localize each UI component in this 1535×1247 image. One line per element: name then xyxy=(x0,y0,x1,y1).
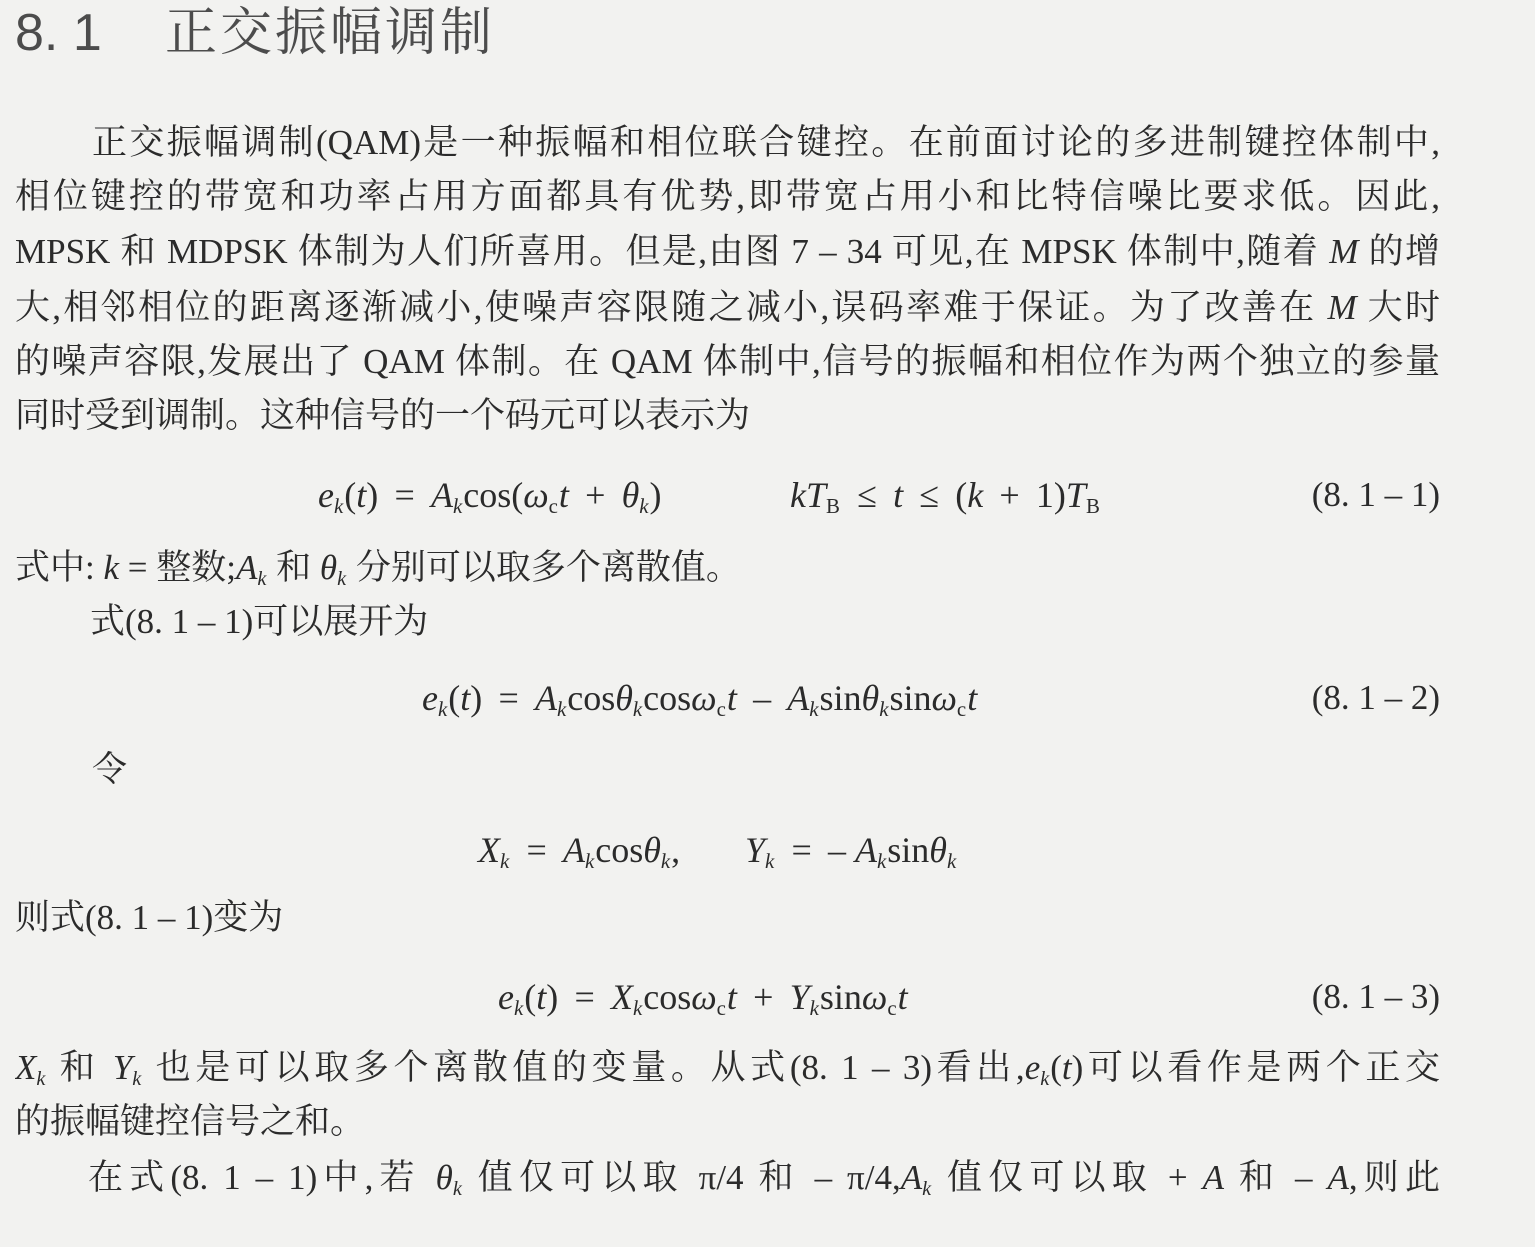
math-operator: = xyxy=(574,977,595,1017)
math-variable: k xyxy=(790,475,806,515)
paragraph-line xyxy=(15,229,1440,275)
equation-y-part xyxy=(745,826,957,874)
math-variable: t xyxy=(460,678,471,718)
math-subscript: k xyxy=(632,697,643,722)
math-operator: + xyxy=(585,475,606,515)
text-run: ( xyxy=(1050,1048,1062,1087)
paragraph-line xyxy=(15,285,1440,331)
section-number: 8. 1 xyxy=(15,4,102,62)
paragraph-line xyxy=(15,339,1440,385)
equation-expression xyxy=(422,674,977,722)
math-subscript: k xyxy=(333,494,344,519)
math-variable: t xyxy=(726,678,737,718)
math-variable: θ xyxy=(435,1158,453,1197)
math-operator: = xyxy=(791,830,812,870)
math-variable: ω xyxy=(523,475,549,515)
text-run: cos xyxy=(595,830,644,870)
math-variable: θ xyxy=(319,548,338,587)
text-run: ,则此 xyxy=(1348,1158,1440,1197)
math-variable: t xyxy=(536,977,547,1017)
math-variable: A xyxy=(430,475,453,515)
paragraph-line xyxy=(15,174,1440,220)
text-run: cos xyxy=(643,678,692,718)
math-subscript: k xyxy=(584,849,595,874)
paragraph-line xyxy=(15,1155,1440,1201)
math-subscript: k xyxy=(1040,1068,1050,1091)
text-run: 和 xyxy=(267,548,320,587)
math-variable: A xyxy=(787,678,810,718)
equation-expression xyxy=(498,973,908,1021)
text-run: ( xyxy=(524,977,537,1017)
text-run: 式中: xyxy=(15,548,104,587)
paragraph-line: 令 xyxy=(92,750,128,789)
text-run: ( xyxy=(955,475,968,515)
text-run: cos xyxy=(567,678,616,718)
math-variable: X xyxy=(610,977,633,1017)
math-variable: e xyxy=(1024,1048,1041,1087)
math-variable: T xyxy=(805,475,827,515)
math-variable: Y xyxy=(745,830,766,870)
math-subscript: k xyxy=(879,697,889,722)
equation-expression xyxy=(318,471,662,519)
text-run: sin xyxy=(819,977,862,1017)
text-run: 和 – xyxy=(1223,1158,1328,1197)
math-variable: ω xyxy=(931,678,957,718)
paragraph-line: 式(8. 1 – 1)可以展开为 xyxy=(90,602,429,641)
math-subscript: k xyxy=(946,849,957,874)
text-run: 大时 xyxy=(1356,288,1440,327)
text-run: 分别可以取多个离散值。 xyxy=(347,548,741,587)
equation-number: (8. 1 – 3) xyxy=(1311,977,1440,1016)
section-heading xyxy=(0,0,1535,66)
math-subscript: k xyxy=(132,1068,142,1091)
math-variable: e xyxy=(498,977,514,1017)
text-run: 值仅可以取 π/4 和 – π/4, xyxy=(462,1158,901,1197)
text-run: , xyxy=(671,830,681,870)
equation-condition xyxy=(790,471,1101,519)
math-operator: ≤ xyxy=(857,475,877,515)
math-variable: A xyxy=(854,830,877,870)
math-subscript: B xyxy=(1085,494,1100,519)
math-subscript: k xyxy=(452,1178,462,1201)
equation-8-1-1 xyxy=(0,471,1535,519)
math-variable: ω xyxy=(861,977,888,1017)
equation-x-part xyxy=(478,826,680,874)
paragraph-line xyxy=(15,545,1440,591)
equation-8-1-3 xyxy=(0,973,1535,1021)
math-subscript: k xyxy=(36,1068,46,1091)
text-run: sin xyxy=(819,678,862,718)
equation-8-1-2 xyxy=(0,674,1535,722)
math-subscript: B xyxy=(826,494,840,519)
math-variable: X xyxy=(15,1048,37,1087)
math-variable: θ xyxy=(929,830,947,870)
math-subscript: k xyxy=(639,494,649,519)
text-run: ) xyxy=(470,678,483,718)
math-subscript: k xyxy=(809,697,819,722)
math-subscript: k xyxy=(513,996,524,1021)
math-variable: A xyxy=(1327,1158,1349,1197)
math-operator: ≤ xyxy=(919,475,940,515)
math-subscript: k xyxy=(500,849,510,874)
text-run: 1) xyxy=(1035,475,1066,515)
equation-number: (8. 1 – 2) xyxy=(1311,678,1440,717)
math-subscript: k xyxy=(922,1178,932,1201)
text-run: ( xyxy=(344,475,357,515)
math-subscript: c xyxy=(716,996,726,1021)
math-variable: t xyxy=(893,475,904,515)
math-variable: e xyxy=(422,678,438,718)
equation-number: (8. 1 – 1) xyxy=(1311,475,1440,514)
text-run: cos xyxy=(643,977,692,1017)
math-variable: θ xyxy=(861,678,880,718)
math-variable: A xyxy=(562,830,585,870)
text-run: 大,相邻相位的距离逐渐减小,使噪声容限随之减小,误码率难于保证。为了改善在 xyxy=(15,288,1328,327)
text-run: ( xyxy=(448,678,461,718)
text-run: 和 xyxy=(46,1048,113,1087)
math-variable: e xyxy=(318,475,334,515)
math-operator: = xyxy=(526,830,547,870)
math-variable: θ xyxy=(621,475,640,515)
math-variable: A xyxy=(1202,1158,1224,1197)
math-variable: t xyxy=(897,977,908,1017)
text-run: 值仅可以取 + xyxy=(932,1158,1203,1197)
math-operator: = xyxy=(498,678,519,718)
math-variable: T xyxy=(1065,475,1086,515)
paragraph-line xyxy=(15,120,1440,166)
math-variable: A xyxy=(534,678,557,718)
math-variable: A xyxy=(900,1158,923,1197)
math-subscript: k xyxy=(556,697,567,722)
section-title: 正交振幅调制 xyxy=(165,4,496,62)
text-run: 也是可以取多个离散值的变量。从式(8. 1 – 3)看出, xyxy=(142,1048,1025,1087)
text-run: sin xyxy=(887,830,930,870)
math-subscript: c xyxy=(956,697,967,722)
math-subscript: c xyxy=(887,996,897,1021)
text-run: = 整数; xyxy=(119,548,236,587)
paragraph-line xyxy=(15,1045,1440,1091)
math-subscript: k xyxy=(765,849,775,874)
math-subscript: k xyxy=(660,849,671,874)
math-subscript: k xyxy=(452,494,463,519)
math-variable: t xyxy=(558,475,569,515)
paragraph-line xyxy=(15,1099,1440,1145)
math-variable: Y xyxy=(112,1048,133,1087)
text-run: cos( xyxy=(463,475,524,515)
text-run: ) xyxy=(366,475,379,515)
text-run: 同时受到调制。这种信号的一个码元可以表示为 xyxy=(15,396,751,435)
math-variable: X xyxy=(478,830,500,870)
text-run: 的振幅键控信号之和。 xyxy=(15,1102,366,1141)
math-operator: – xyxy=(753,678,772,718)
math-variable: θ xyxy=(615,678,633,718)
math-variable: k xyxy=(967,475,984,515)
math-variable: k xyxy=(103,548,120,587)
substitution-equation xyxy=(0,826,1535,874)
text-run: ) xyxy=(649,475,662,515)
math-variable: M xyxy=(1327,288,1357,327)
math-variable: t xyxy=(967,678,978,718)
math-variable: A xyxy=(236,548,258,587)
text-run: – xyxy=(827,830,855,870)
math-subscript: k xyxy=(257,568,267,591)
math-subscript: k xyxy=(337,568,347,591)
math-variable: t xyxy=(356,475,367,515)
math-subscript: k xyxy=(809,996,819,1021)
text-run: 相位键控的带宽和功率占用方面都具有优势,即带宽占用小和比特信噪比要求低。因此, xyxy=(15,177,1440,216)
text-run: 的噪声容限,发展出了 QAM 体制。在 QAM 体制中,信号的振幅和相位作为两个独立的参量 xyxy=(15,342,1440,381)
paragraph-line: 则式(8. 1 – 1)变为 xyxy=(15,898,284,937)
math-variable: M xyxy=(1329,232,1359,271)
text-run: 在式(8. 1 – 1)中,若 xyxy=(88,1158,436,1197)
math-operator: + xyxy=(999,475,1020,515)
math-variable: θ xyxy=(643,830,661,870)
math-subscript: k xyxy=(876,849,887,874)
math-variable: Y xyxy=(789,977,810,1017)
math-operator: + xyxy=(753,977,774,1017)
text-run: 的增 xyxy=(1358,232,1440,271)
text-run: sin xyxy=(889,678,932,718)
math-operator: = xyxy=(394,475,415,515)
text-run: )可以看作是两个正交 xyxy=(1071,1048,1440,1087)
math-subscript: k xyxy=(632,996,643,1021)
paragraph-line xyxy=(15,393,1440,439)
text-run: 正交振幅调制(QAM)是一种振幅和相位联合键控。在前面讨论的多进制键控体制中, xyxy=(92,123,1440,162)
math-subscript: k xyxy=(437,697,448,722)
math-variable: ω xyxy=(691,977,717,1017)
math-subscript: c xyxy=(548,494,558,519)
math-variable: t xyxy=(1061,1048,1072,1087)
text-run: ) xyxy=(546,977,559,1017)
text-run: MPSK 和 MDPSK 体制为人们所喜用。但是,由图 7 – 34 可见,在 MPSK 体制中,随着 xyxy=(15,232,1330,271)
math-subscript: c xyxy=(716,697,726,722)
math-variable: t xyxy=(726,977,737,1017)
math-variable: ω xyxy=(691,678,717,718)
